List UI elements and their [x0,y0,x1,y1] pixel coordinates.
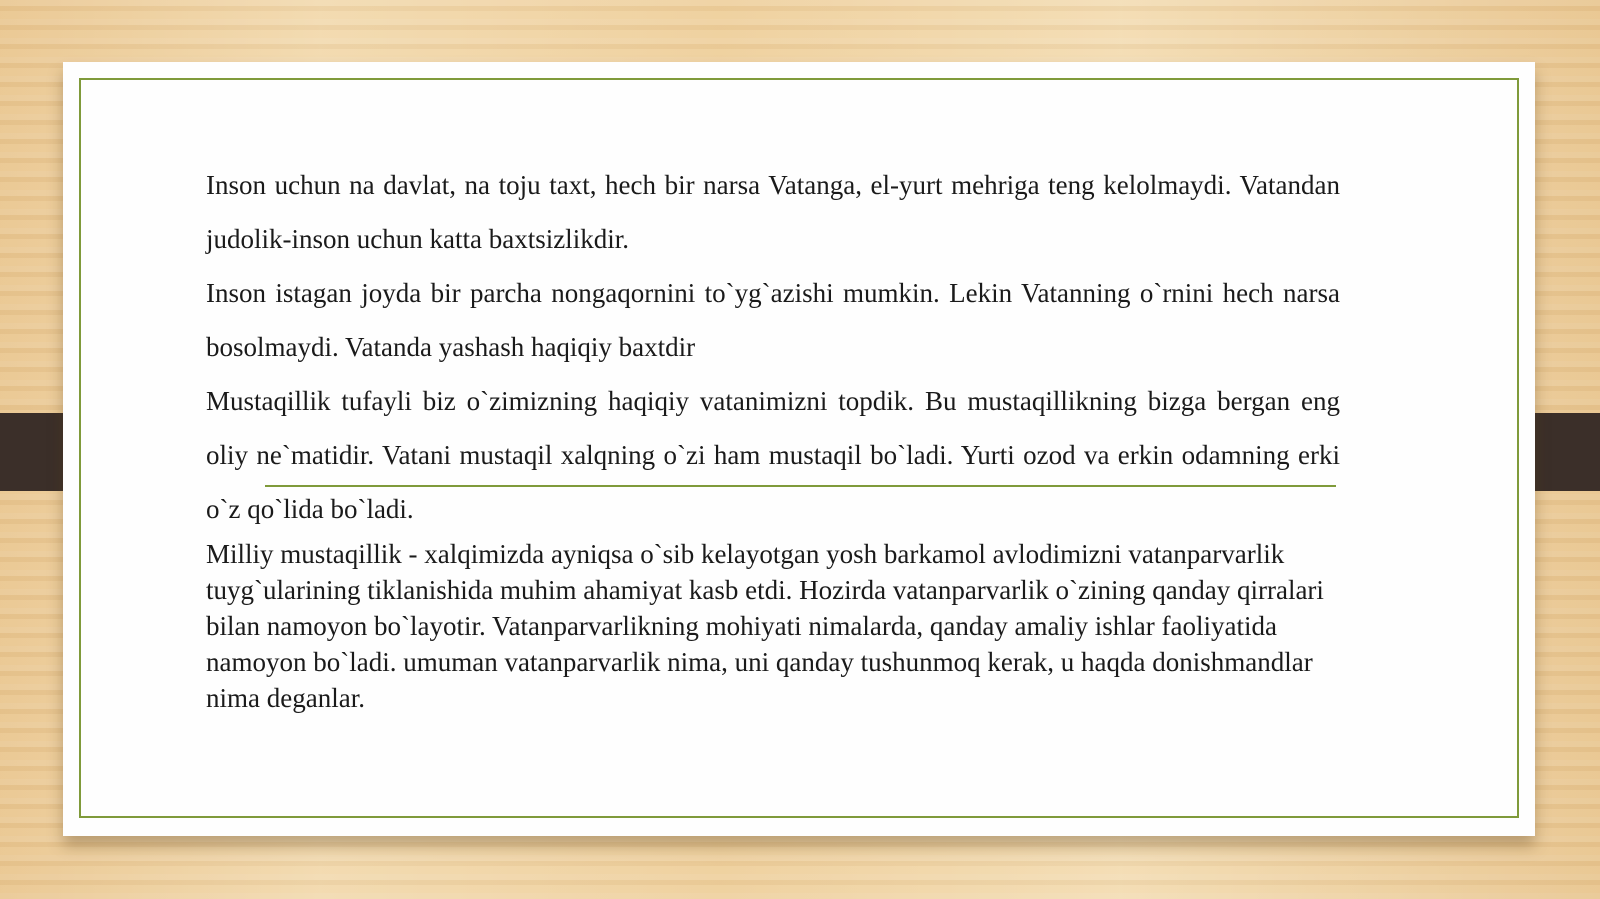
horizontal-divider-line [265,485,1336,487]
paragraph-vatan-mehri: Inson uchun na davlat, na toju taxt, hech bir narsa Vatanga, el-yurt mehriga teng kelolmaydi. Vatandan judolik-inson uchun katta baxtsizlikdir. [206,170,1340,254]
paragraph-milliy-mustaqillik: Milliy mustaqillik - xalqimizda ayniqsa o`sib kelayotgan yosh barkamol avlodimizni vatanparvarlik tuyg`ularining tiklanishida muhim ahamiyat kasb etdi. Hozirda vatanparvarlik o`zining qanday qirralari bilan namoyon bo`layotir. Vatanparvarlikning mohiyati nimalarda, qanday amaliy ishlar faoliyatida namoyon bo`ladi. umuman vatanparvarlik nima, uni qanday tushunmoq kerak, u haqda donishmandlar nima deganlar. [206,539,1324,713]
paragraph-mustaqillik: Mustaqillik tufayli biz o`zimizning haqiqiy vatanimizni topdik. Bu mustaqillikning bizga bergan eng oliy ne`matidir. Vatani mustaqil xalqning o`zi ham mustaqil bo`ladi. Yurti ozod va erkin odamning erki o`z qo`lida bo`ladi. [206,386,1340,524]
slide-text-body [206,158,1340,716]
paragraph-vatan-orni: Inson istagan joyda bir parcha nongaqornini to`yg`azishi mumkin. Lekin Vatanning o`rnini hech narsa bosolmaydi. Vatanda yashash haqiqiy baxtdir [206,278,1340,362]
